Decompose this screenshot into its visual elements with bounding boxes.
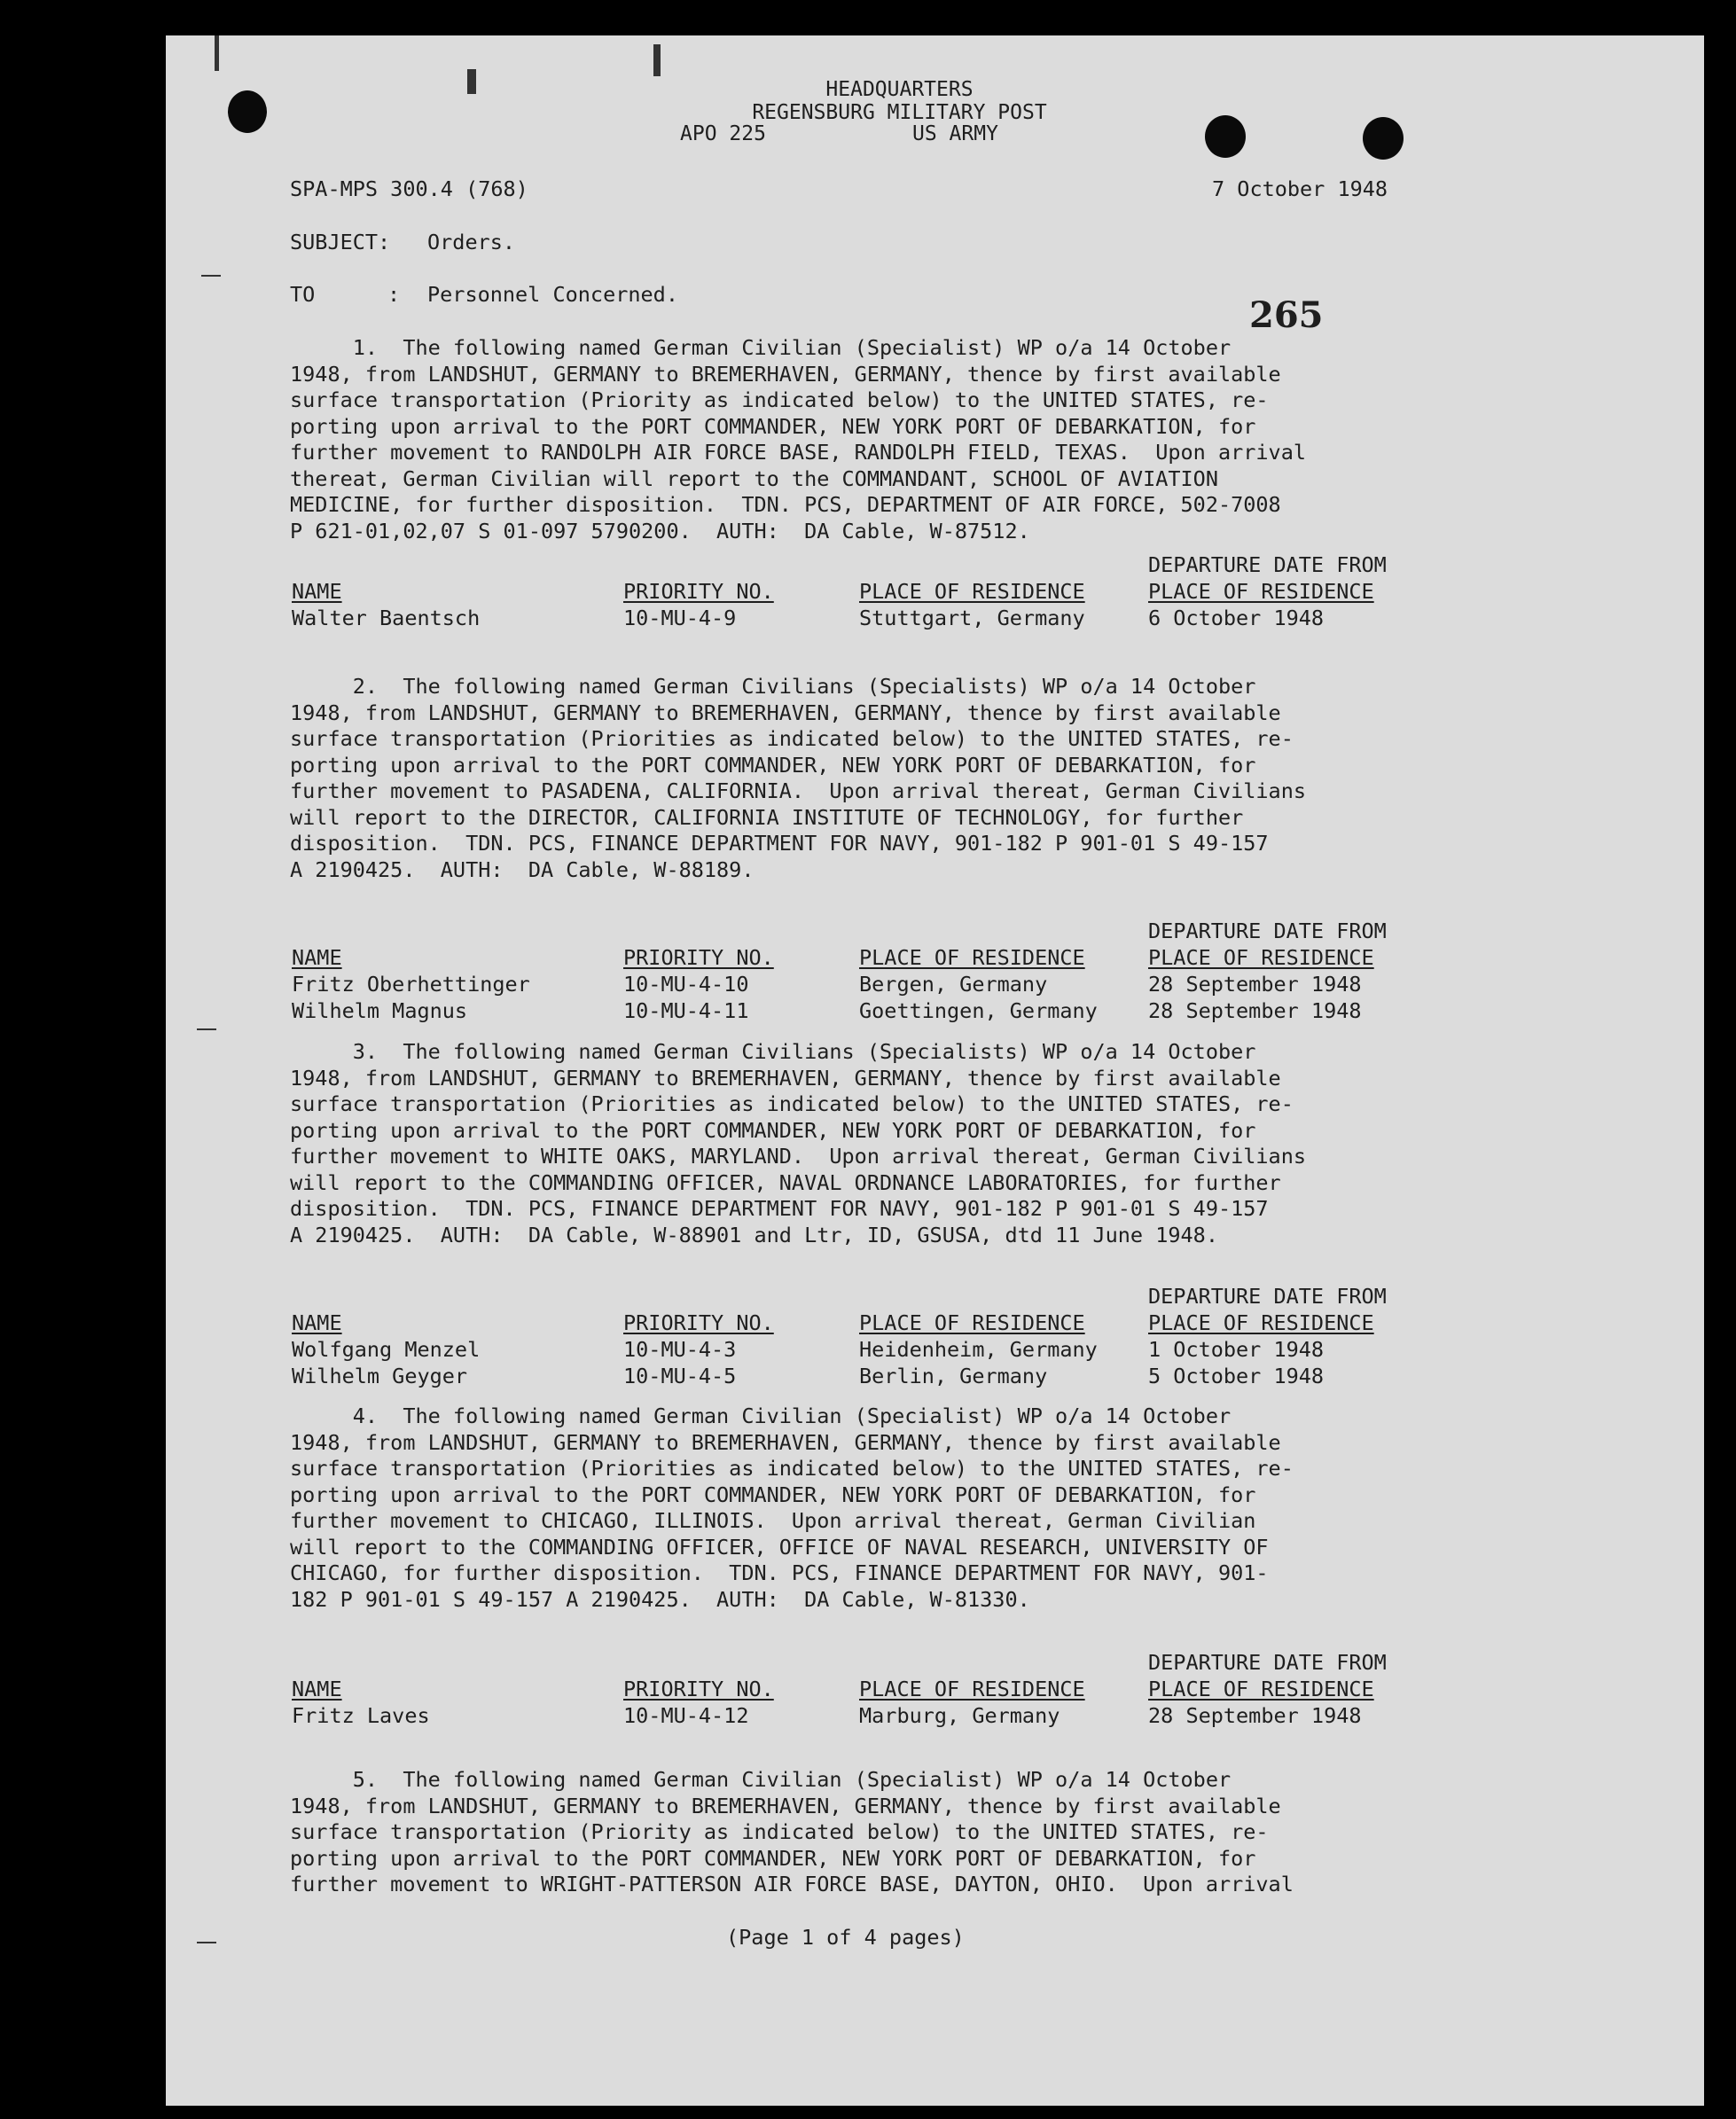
person-name: Wolfgang Menzel bbox=[292, 1337, 481, 1362]
person-name: Fritz Oberhettinger bbox=[292, 972, 530, 997]
paragraph-line: will report to the COMMANDING OFFICER, NAVAL ORDNANCE LABORATORIES, for further bbox=[290, 1169, 1281, 1195]
paragraph-line: porting upon arrival to the PORT COMMANDER, NEW YORK PORT OF DEBARKATION, for bbox=[290, 1845, 1256, 1871]
letterhead-apo: APO 225 bbox=[680, 122, 766, 145]
paragraph-line: further movement to CHICAGO, ILLINOIS. Upon arrival thereat, German Civilian bbox=[290, 1508, 1256, 1533]
person-priority: 10-MU-4-9 bbox=[623, 606, 737, 630]
priority-column-header: PRIORITY NO. bbox=[623, 579, 774, 604]
paragraph-line: 1948, from LANDSHUT, GERMANY to BREMERHAVEN, GERMANY, thence by first available bbox=[290, 1429, 1281, 1455]
page-footer: (Page 1 of 4 pages) bbox=[726, 1925, 965, 1950]
to-label: TO bbox=[290, 282, 316, 307]
residence-column-header: PLACE OF RESIDENCE bbox=[859, 579, 1085, 604]
ink-mark bbox=[201, 275, 221, 277]
to-separator: : bbox=[387, 282, 401, 307]
person-departure: 28 September 1948 bbox=[1148, 998, 1362, 1023]
departure-column-header: PLACE OF RESIDENCE bbox=[1148, 1310, 1374, 1335]
person-priority: 10-MU-4-11 bbox=[623, 998, 749, 1023]
residence-column-header: PLACE OF RESIDENCE bbox=[859, 1677, 1085, 1701]
person-residence: Marburg, Germany bbox=[859, 1703, 1060, 1728]
person-residence: Stuttgart, Germany bbox=[859, 606, 1085, 630]
person-departure: 6 October 1948 bbox=[1148, 606, 1325, 630]
paragraph-line: porting upon arrival to the PORT COMMANDER, NEW YORK PORT OF DEBARKATION, for bbox=[290, 752, 1256, 778]
document-page bbox=[166, 35, 1704, 2106]
name-column-header: NAME bbox=[292, 1310, 342, 1335]
residence-column-header: PLACE OF RESIDENCE bbox=[859, 945, 1085, 970]
paragraph-line: 3. The following named German Civilians (Specialists) WP o/a 14 October bbox=[290, 1039, 1256, 1064]
to-text: Personnel Concerned. bbox=[427, 282, 678, 307]
name-column-header: NAME bbox=[292, 945, 342, 970]
person-departure: 28 September 1948 bbox=[1148, 972, 1362, 997]
departure-column-header: PLACE OF RESIDENCE bbox=[1148, 945, 1374, 970]
paragraph-line: further movement to WRIGHT-PATTERSON AIR FORCE BASE, DAYTON, OHIO. Upon arrival bbox=[290, 1872, 1294, 1896]
paragraph-line: A 2190425. AUTH: DA Cable, W-88189. bbox=[290, 856, 755, 882]
paragraph-line: 4. The following named German Civilian (Specialist) WP o/a 14 October bbox=[290, 1404, 1232, 1428]
person-priority: 10-MU-4-12 bbox=[623, 1703, 749, 1728]
paragraph-line: will report to the COMMANDING OFFICER, OFFICE OF NAVAL RESEARCH, UNIVERSITY OF bbox=[290, 1534, 1269, 1560]
departure-column-header: PLACE OF RESIDENCE bbox=[1148, 1677, 1374, 1701]
paragraph-line: 182 P 901-01 S 49-157 A 2190425. AUTH: DA Cable, W-81330. bbox=[290, 1586, 1030, 1612]
person-name: Wilhelm Geyger bbox=[292, 1364, 468, 1388]
subject-text: Orders. bbox=[427, 230, 516, 254]
paragraph-line: 1. The following named German Civilian (Specialist) WP o/a 14 October bbox=[290, 335, 1232, 360]
name-column-header: NAME bbox=[292, 579, 342, 604]
departure-header-top: DEPARTURE DATE FROM bbox=[1148, 552, 1387, 577]
paragraph-line: thereat, German Civilian will report to the COMMANDANT, SCHOOL OF AVIATION bbox=[290, 465, 1218, 491]
departure-header-top: DEPARTURE DATE FROM bbox=[1148, 919, 1387, 943]
paragraph-line: surface transportation (Priorities as indicated below) to the UNITED STATES, re- bbox=[290, 1091, 1294, 1116]
paragraph-line: 1948, from LANDSHUT, GERMANY to BREMERHAVEN, GERMANY, thence by first available bbox=[290, 700, 1281, 725]
paragraph-line: P 621-01,02,07 S 01-097 5790200. AUTH: DA Cable, W-87512. bbox=[290, 518, 1030, 543]
letterhead-line-1: HEADQUARTERS bbox=[825, 78, 974, 101]
order-number: 265 bbox=[1249, 294, 1324, 336]
person-name: Fritz Laves bbox=[292, 1703, 430, 1728]
subject-label: SUBJECT: bbox=[290, 230, 391, 254]
paragraph-line: further movement to WHITE OAKS, MARYLAND. Upon arrival thereat, German Civilians bbox=[290, 1144, 1307, 1169]
ink-mark bbox=[653, 44, 661, 76]
letterhead-line-2: REGENSBURG MILITARY POST bbox=[752, 101, 1047, 124]
paragraph-line: 1948, from LANDSHUT, GERMANY to BREMERHAVEN, GERMANY, thence by first available bbox=[290, 1065, 1281, 1091]
paragraph-line: surface transportation (Priority as indicated below) to the UNITED STATES, re- bbox=[290, 387, 1269, 412]
ink-mark bbox=[197, 1028, 216, 1030]
person-residence: Bergen, Germany bbox=[859, 972, 1048, 997]
departure-header-top: DEPARTURE DATE FROM bbox=[1148, 1650, 1387, 1675]
name-column-header: NAME bbox=[292, 1677, 342, 1701]
paragraph-line: porting upon arrival to the PORT COMMANDER, NEW YORK PORT OF DEBARKATION, for bbox=[290, 413, 1256, 439]
paragraph-line: surface transportation (Priorities as indicated below) to the UNITED STATES, re- bbox=[290, 726, 1294, 751]
paragraph-line: further movement to RANDOLPH AIR FORCE BASE, RANDOLPH FIELD, TEXAS. Upon arrival bbox=[290, 440, 1307, 465]
paragraph-line: 1948, from LANDSHUT, GERMANY to BREMERHAVEN, GERMANY, thence by first available bbox=[290, 1793, 1281, 1818]
priority-column-header: PRIORITY NO. bbox=[623, 945, 774, 970]
person-priority: 10-MU-4-3 bbox=[623, 1337, 737, 1362]
person-residence: Heidenheim, Germany bbox=[859, 1337, 1098, 1362]
paragraph-line: further movement to PASADENA, CALIFORNIA. Upon arrival thereat, German Civilians bbox=[290, 778, 1307, 803]
paragraph-line: MEDICINE, for further disposition. TDN. PCS, DEPARTMENT OF AIR FORCE, 502-7008 bbox=[290, 492, 1281, 517]
person-name: Walter Baentsch bbox=[292, 606, 481, 630]
person-priority: 10-MU-4-5 bbox=[623, 1364, 737, 1388]
departure-header-top: DEPARTURE DATE FROM bbox=[1148, 1284, 1387, 1309]
person-departure: 28 September 1948 bbox=[1148, 1703, 1362, 1728]
paragraph-line: porting upon arrival to the PORT COMMANDER, NEW YORK PORT OF DEBARKATION, for bbox=[290, 1117, 1256, 1143]
person-departure: 5 October 1948 bbox=[1148, 1364, 1325, 1388]
paragraph-line: surface transportation (Priorities as indicated below) to the UNITED STATES, re- bbox=[290, 1456, 1294, 1481]
person-residence: Berlin, Germany bbox=[859, 1364, 1048, 1388]
priority-column-header: PRIORITY NO. bbox=[623, 1677, 774, 1701]
paragraph-line: 5. The following named German Civilian (Specialist) WP o/a 14 October bbox=[290, 1767, 1232, 1792]
paragraph-line: CHICAGO, for further disposition. TDN. PCS, FINANCE DEPARTMENT FOR NAVY, 901- bbox=[290, 1560, 1269, 1585]
paragraph-line: will report to the DIRECTOR, CALIFORNIA INSTITUTE OF TECHNOLOGY, for further bbox=[290, 804, 1244, 830]
file-reference: SPA-MPS 300.4 (768) bbox=[290, 176, 528, 201]
ink-mark bbox=[215, 35, 219, 71]
paragraph-line: A 2190425. AUTH: DA Cable, W-88901 and Ltr, ID, GSUSA, dtd 11 June 1948. bbox=[290, 1222, 1218, 1247]
residence-column-header: PLACE OF RESIDENCE bbox=[859, 1310, 1085, 1335]
paragraph-line: disposition. TDN. PCS, FINANCE DEPARTMENT FOR NAVY, 901-182 P 901-01 S 49-157 bbox=[290, 1196, 1269, 1221]
ink-mark bbox=[197, 1942, 216, 1943]
paragraph-line: 2. The following named German Civilians (Specialists) WP o/a 14 October bbox=[290, 674, 1256, 699]
person-priority: 10-MU-4-10 bbox=[623, 972, 749, 997]
letterhead-army: US ARMY bbox=[912, 122, 998, 145]
person-name: Wilhelm Magnus bbox=[292, 998, 468, 1023]
priority-column-header: PRIORITY NO. bbox=[623, 1310, 774, 1335]
document-date: 7 October 1948 bbox=[1212, 176, 1388, 201]
departure-column-header: PLACE OF RESIDENCE bbox=[1148, 579, 1374, 604]
person-departure: 1 October 1948 bbox=[1148, 1337, 1325, 1362]
paragraph-line: 1948, from LANDSHUT, GERMANY to BREMERHAVEN, GERMANY, thence by first available bbox=[290, 361, 1281, 387]
paragraph-line: surface transportation (Priority as indicated below) to the UNITED STATES, re- bbox=[290, 1819, 1269, 1844]
paragraph-line: disposition. TDN. PCS, FINANCE DEPARTMENT FOR NAVY, 901-182 P 901-01 S 49-157 bbox=[290, 831, 1269, 856]
paragraph-line: porting upon arrival to the PORT COMMANDER, NEW YORK PORT OF DEBARKATION, for bbox=[290, 1482, 1256, 1507]
person-residence: Goettingen, Germany bbox=[859, 998, 1098, 1023]
